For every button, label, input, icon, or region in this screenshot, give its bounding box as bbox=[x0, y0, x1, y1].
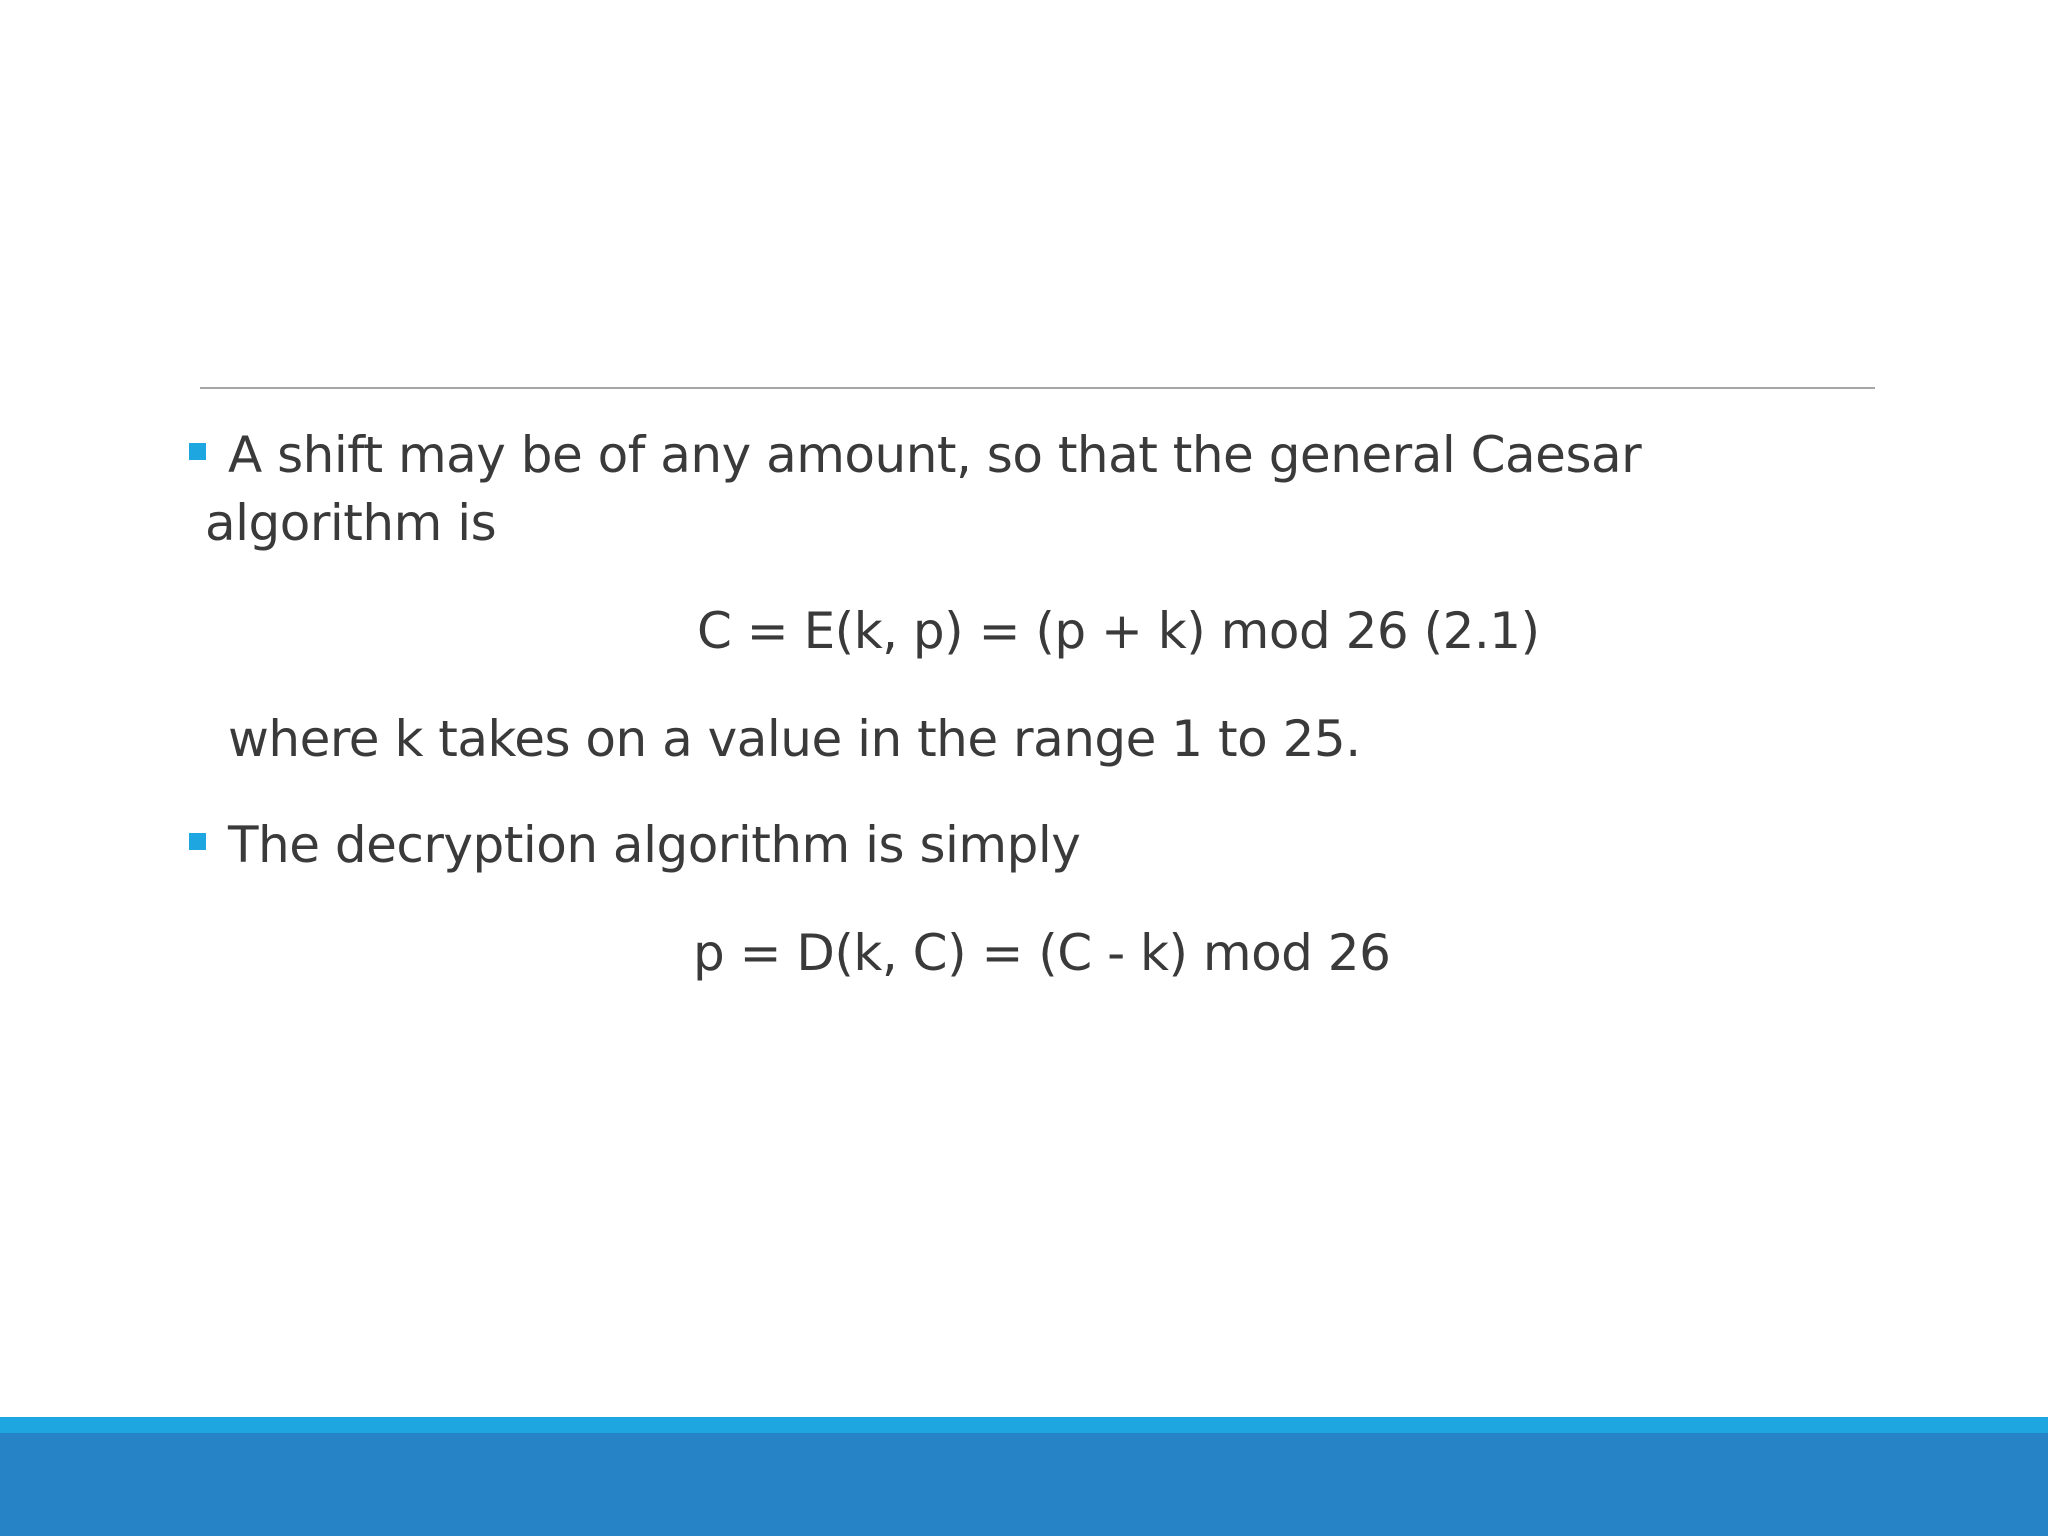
bullet-marker-2 bbox=[189, 833, 206, 850]
bullet-2-text: The decryption algorithm is simply bbox=[228, 816, 1081, 874]
decryption-formula: p = D(k, C) = (C - k) mod 26 bbox=[693, 924, 1391, 982]
footer-accent-stripe bbox=[0, 1417, 2048, 1433]
title-divider bbox=[200, 387, 1875, 389]
bullet-1-text-line-1: A shift may be of any amount, so that the general Caesar bbox=[228, 426, 1642, 484]
encryption-formula: C = E(k, p) = (p + k) mod 26 (2.1) bbox=[697, 602, 1540, 660]
footer-band bbox=[0, 1433, 2048, 1536]
bullet-1-text-line-2: algorithm is bbox=[205, 494, 497, 552]
bullet-marker-1 bbox=[189, 443, 206, 460]
key-range-note: where k takes on a value in the range 1 to 25. bbox=[228, 710, 1361, 768]
